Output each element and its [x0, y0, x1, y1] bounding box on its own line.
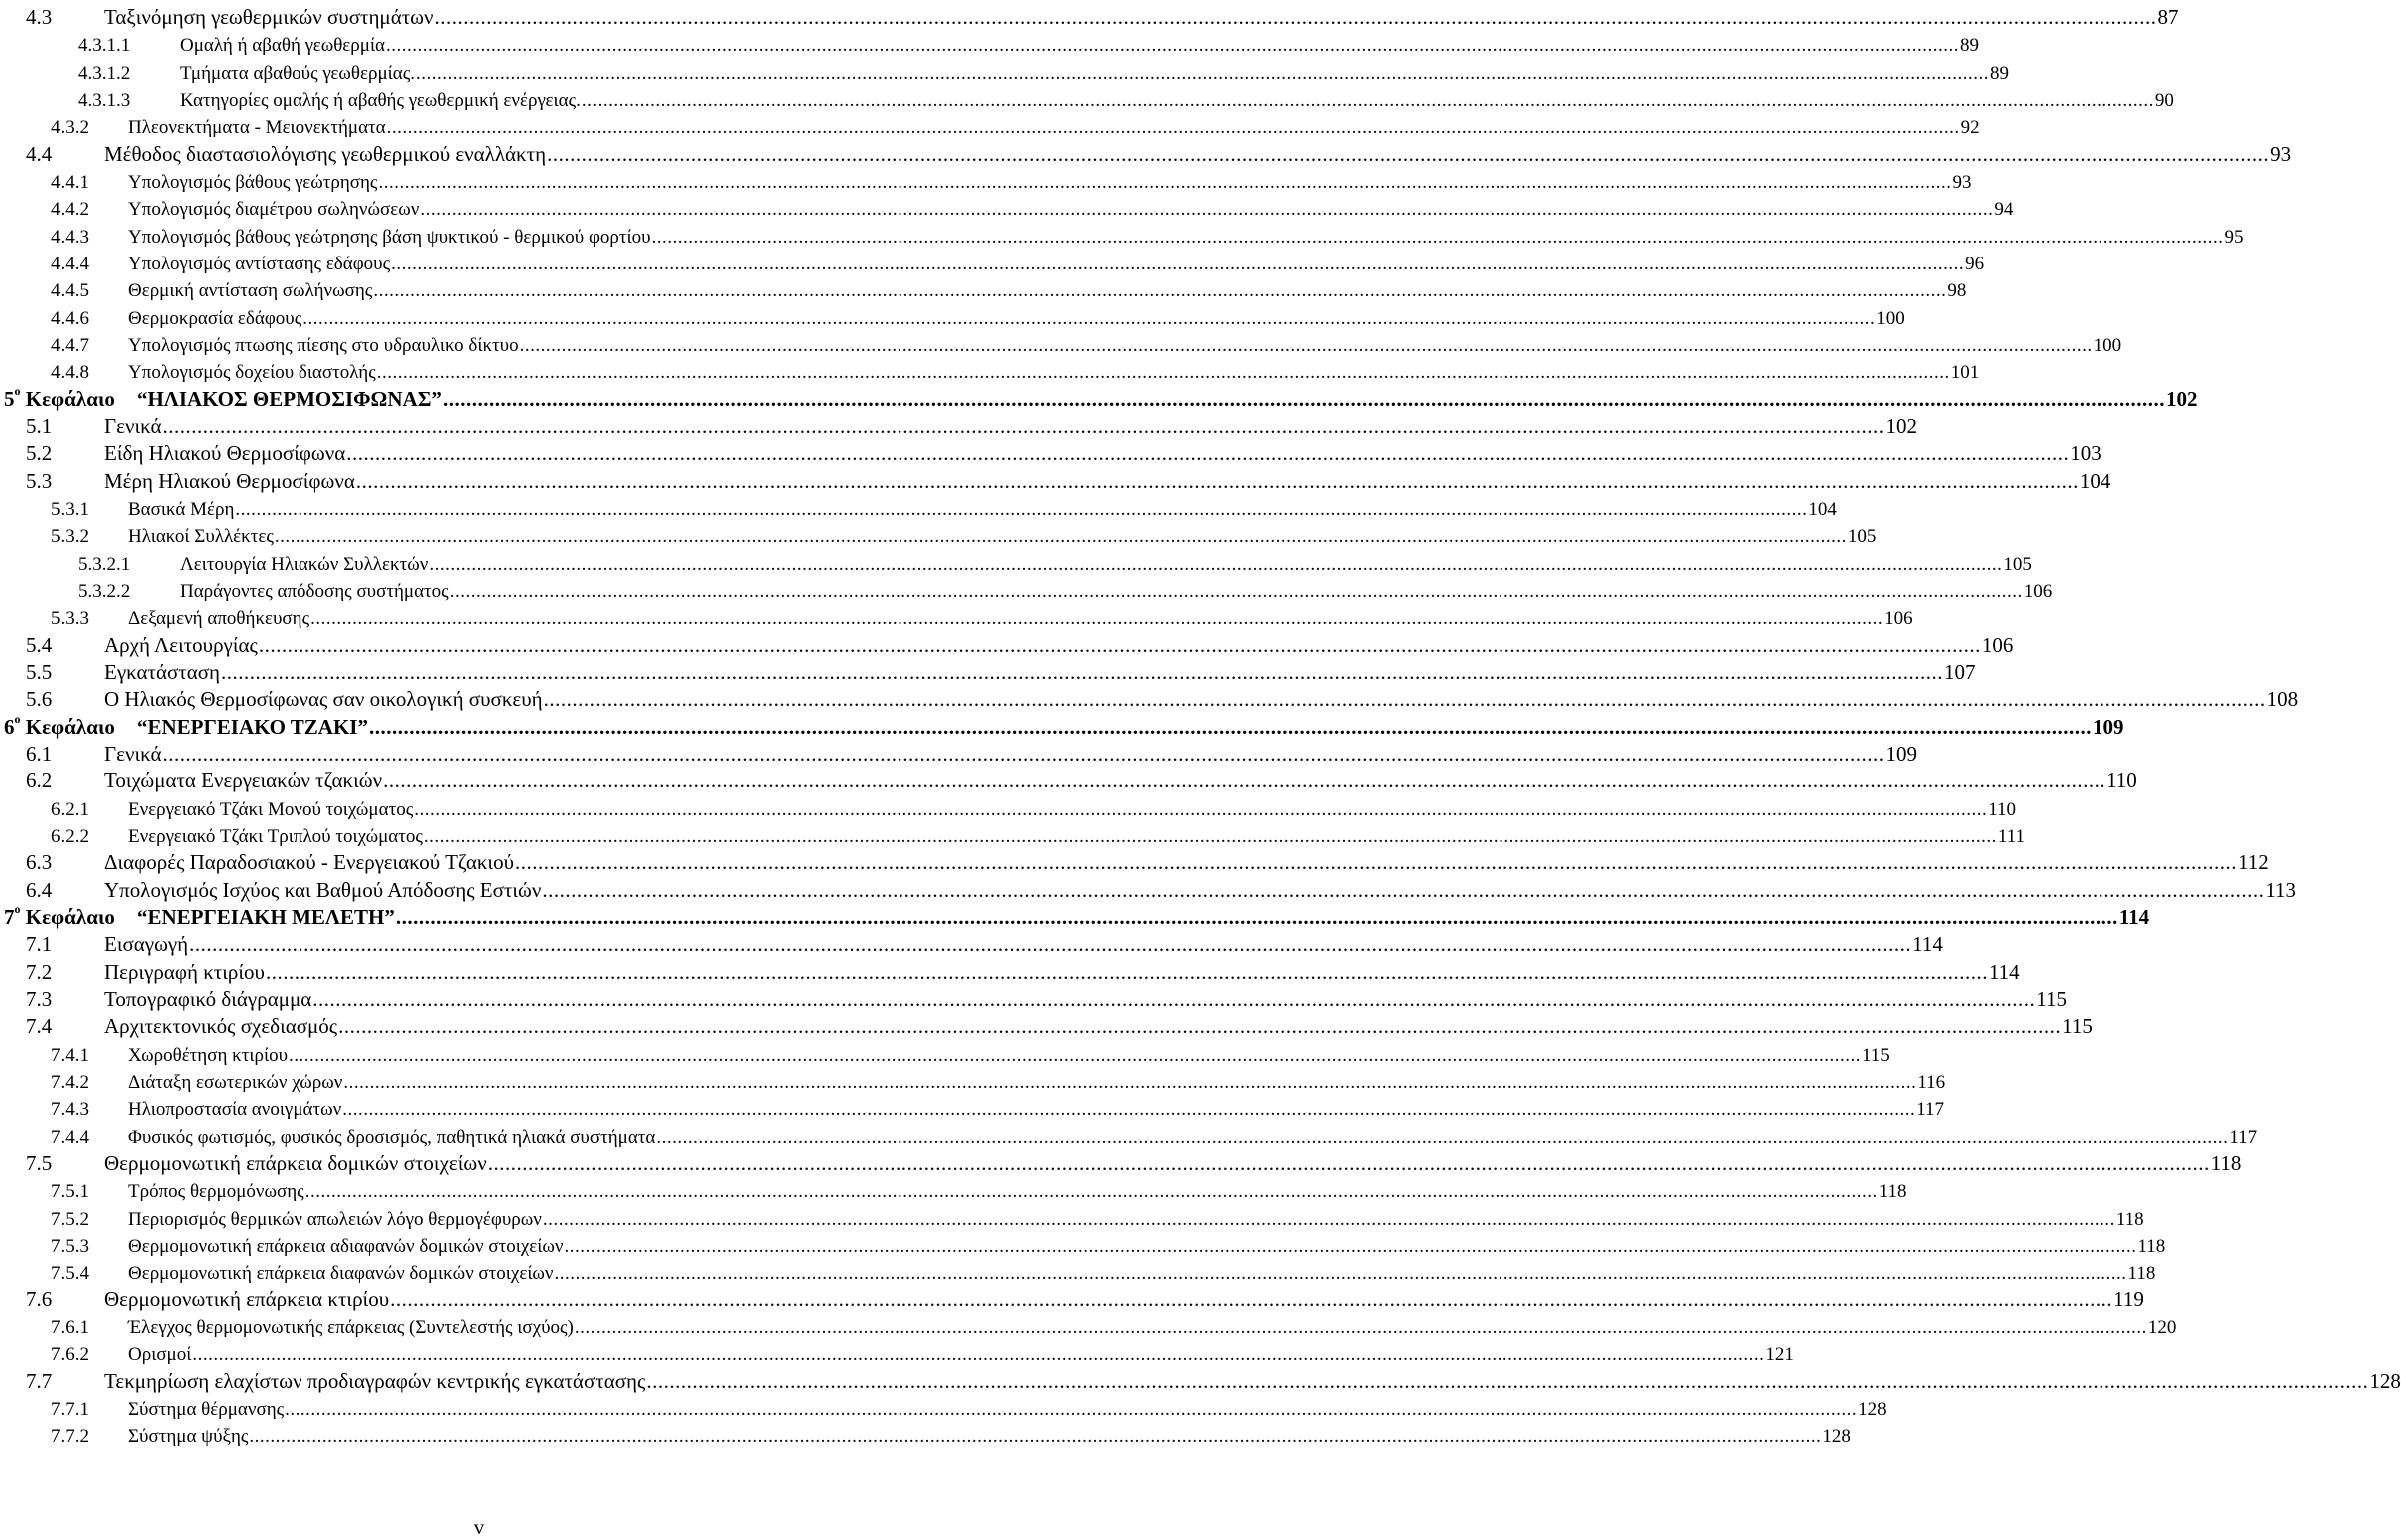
- toc-leader-dots: ............................................................................................................................................................................................................................................................................................................: [162, 413, 1885, 438]
- toc-page-number: 114: [2118, 904, 2150, 929]
- toc-entry[interactable]: [0, 412, 1918, 439]
- toc-section-number: 6.2: [26, 769, 53, 793]
- toc-section-number: 5.4: [26, 632, 53, 657]
- toc-page-number: 92: [1960, 117, 1980, 139]
- toc-entry[interactable]: [0, 58, 2010, 85]
- toc-section-title: Διαφορές Παραδοσιακού - Ενεργειακού Τζακιού: [104, 850, 514, 875]
- toc-entry[interactable]: [0, 330, 2122, 357]
- toc-page-number: 115: [2036, 986, 2067, 1011]
- toc-entry[interactable]: [0, 222, 2244, 249]
- toc-entry[interactable]: [0, 740, 1918, 767]
- toc-section-number: 7.4: [26, 1014, 53, 1039]
- toc-section-title: Είδη Ηλιακού Θερμοσίφωνα: [104, 441, 346, 466]
- toc-section-number: 7.5: [26, 1150, 53, 1175]
- toc-entry[interactable]: [0, 1122, 2258, 1149]
- toc-leader-dots: ............................................................................................................................................................................................................................................................................................................: [514, 850, 2237, 875]
- toc-entry[interactable]: [0, 631, 2014, 658]
- toc-leader-dots: ............................................................................................................................................................................................................................................................................................................: [343, 1071, 1917, 1093]
- toc-leader-dots: ............................................................................................................................................................................................................................................................................................................: [414, 798, 1988, 820]
- toc-section-number: 4.4.5: [51, 280, 89, 302]
- toc-section-title: Αρχιτεκτονικός σχεδιασμός: [104, 1014, 338, 1039]
- toc-section-title: Μέθοδος διαστασιολόγισης γεωθερμικού εναλλάκτη: [104, 141, 547, 166]
- toc-entry[interactable]: [0, 1149, 2242, 1176]
- toc-page-number: 118: [2137, 1235, 2166, 1257]
- toc-section-title: Βασικά Μέρη: [128, 498, 235, 520]
- toc-page-number: 87: [2157, 5, 2179, 29]
- toc-leader-dots: ............................................................................................................................................................................................................................................................................................................: [519, 334, 2093, 356]
- toc-entry[interactable]: [0, 194, 2014, 221]
- toc-section-number: 7.3: [26, 986, 53, 1011]
- toc-page-number: 94: [1994, 199, 2014, 221]
- toc-page-number: 128: [1822, 1426, 1851, 1448]
- toc-section-number: 5.3.2.2: [78, 580, 131, 602]
- toc-section-number: 7.5.4: [51, 1263, 89, 1284]
- toc-entry[interactable]: [0, 685, 2299, 712]
- toc-page-number: 93: [2270, 141, 2292, 166]
- toc-entry[interactable]: [0, 658, 1976, 685]
- toc-section-number: 4.4.6: [51, 307, 89, 329]
- toc-chapter-number: 5: [4, 386, 15, 411]
- toc-chapter-ordinal: ο: [14, 901, 21, 916]
- toc-section-title: Ενεργειακό Τζάκι Τριπλού τοιχώματος: [128, 825, 423, 847]
- toc-chapter-label: Κεφάλαιο: [25, 714, 115, 739]
- toc-entry[interactable]: [0, 3, 2179, 30]
- toc-leader-dots: ............................................................................................................................................................................................................................................................................................................: [386, 35, 1960, 57]
- toc-leader-dots: ............................................................................................................................................................................................................................................................................................................: [420, 199, 1994, 221]
- toc-section-number: 5.1: [26, 413, 53, 438]
- toc-section-number: 6.2.2: [51, 825, 89, 847]
- toc-entry[interactable]: [0, 576, 2053, 603]
- toc-page-number: 114: [1988, 959, 2020, 984]
- toc-section-title: Φυσικός φωτισμός, φυσικός δροσισμός, παθητικά ηλιακά συστήματα: [128, 1126, 656, 1148]
- toc-section-title: Ενεργειακό Τζάκι Μονού τοιχώματος: [128, 798, 414, 820]
- toc-leader-dots: ............................................................................................................................................................................................................................................................................................................: [656, 1126, 2229, 1148]
- toc-section-title: Τμήματα αβαθούς γεωθερμίας.: [180, 62, 416, 84]
- toc-leader-dots: ............................................................................................................................................................................................................................................................................................................: [542, 877, 2265, 902]
- toc-entry[interactable]: [0, 140, 2292, 167]
- toc-chapter-number: 6: [4, 714, 15, 739]
- toc-entry[interactable]: [0, 930, 1943, 957]
- toc-entry[interactable]: [0, 603, 1913, 630]
- toc-chapter-heading: “ΕΝΕΡΓΕΙΑΚΗ ΜΕΛΕΤΗ”: [136, 904, 395, 929]
- toc-leader-dots: ............................................................................................................................................................................................................................................................................................................: [646, 1368, 2369, 1393]
- toc-leader-dots: ............................................................................................................................................................................................................................................................................................................: [542, 1208, 2115, 1230]
- toc-page-number: 103: [2070, 441, 2101, 466]
- toc-section-number: 4.4.3: [51, 226, 89, 248]
- toc-section-title: Περιορισμός θερμικών απωλειών λόγο θερμογέφυρων: [128, 1208, 542, 1230]
- toc-chapter-number: 7: [4, 904, 15, 929]
- toc-section-title: Θερμική αντίσταση σωλήνωσης: [128, 280, 373, 302]
- toc-page-number: 104: [2079, 468, 2111, 493]
- toc-leader-dots: ............................................................................................................................................................................................................................................................................................................: [487, 1150, 2210, 1175]
- toc-section-number: 6.1: [26, 741, 53, 766]
- toc-entry[interactable]: [0, 1285, 2144, 1312]
- toc-section-number: 6.4: [26, 877, 53, 902]
- toc-leader-dots: ............................................................................................................................................................................................................................................................................................................: [274, 526, 1847, 548]
- toc-entry[interactable]: [0, 357, 1980, 384]
- toc-leader-dots: ............................................................................................................................................................................................................................................................................................................: [285, 1398, 1858, 1420]
- toc-page-number: 119: [2113, 1286, 2144, 1311]
- toc-page-number: 93: [1952, 171, 1972, 193]
- toc-leader-dots: ............................................................................................................................................................................................................................................................................................................: [162, 741, 1885, 766]
- toc-entry[interactable]: [0, 303, 1905, 330]
- toc-leader-dots: ............................................................................................................................................................................................................................................................................................................: [383, 769, 2106, 793]
- toc-leader-dots: ............................................................................................................................................................................................................................................................................................................: [547, 141, 2270, 166]
- toc-page-number: 106: [2023, 580, 2053, 602]
- toc-section-number: 4.4.4: [51, 253, 89, 274]
- toc-page-number: 102: [1885, 413, 1918, 438]
- toc-leader-dots: ............................................................................................................................................................................................................................................................................................................: [310, 608, 1884, 630]
- toc-page-number: 117: [1916, 1099, 1945, 1121]
- toc-page-number: 109: [2092, 714, 2124, 739]
- toc-entry[interactable]: [0, 112, 1980, 139]
- toc-leader-dots: ............................................................................................................................................................................................................................................................................................................: [235, 498, 1808, 520]
- toc-page-number: 106: [1884, 608, 1913, 630]
- toc-chapter-ordinal: ο: [14, 711, 21, 726]
- toc-section-title: Υπολογισμός βάθους γεώτρησης βάση ψυκτικού - θερμικού φορτίου: [128, 226, 651, 248]
- toc-leader-dots: ............................................................................................................................................................................................................................................................................................................: [581, 89, 2154, 111]
- toc-section-number: 5.3: [26, 468, 53, 493]
- toc-leader-dots: ............................................................................................................................................................................................................................................................................................................: [376, 362, 1950, 384]
- toc-section-number: 6.2.1: [51, 798, 89, 820]
- toc-entry[interactable]: [0, 1231, 2166, 1258]
- toc-section-title: Τεκμηρίωση ελαχίστων προδιαγραφών κεντρικής εγκατάστασης: [104, 1368, 646, 1393]
- toc-entry[interactable]: [0, 794, 2017, 821]
- toc-leader-dots: ............................................................................................................................................................................................................................................................................................................: [221, 659, 1944, 684]
- toc-section-title: Χωροθέτηση κτιρίου: [128, 1044, 288, 1066]
- toc-section-title: Διάταξη εσωτερικών χώρων: [128, 1071, 343, 1093]
- toc-leader-dots: ............................................................................................................................................................................................................................................................................................................: [416, 62, 1990, 84]
- toc-section-number: 5.6: [26, 687, 53, 712]
- toc-entry[interactable]: [0, 1367, 2401, 1394]
- toc-page-number: 98: [1947, 280, 1967, 302]
- toc-section-number: 5.3.2: [51, 526, 89, 548]
- toc-section-number: 4.3.1.1: [78, 35, 131, 57]
- toc-chapter-label: Κεφάλαιο: [25, 386, 115, 411]
- toc-chapter-ordinal: ο: [14, 383, 21, 398]
- toc-section-title: Υπολογισμός διαμέτρου σωληνώσεων: [128, 199, 420, 221]
- toc-section-number: 7.6: [26, 1286, 53, 1311]
- toc-leader-dots: ............................................................................................................................................................................................................................................................................................................: [395, 904, 2118, 929]
- toc-chapter-title: [4, 901, 395, 930]
- toc-section-title: Περιγραφή κτιρίου: [104, 959, 265, 984]
- toc-page-number: 118: [2115, 1208, 2144, 1230]
- toc-section-title: Αρχή Λειτουργίας: [104, 632, 258, 657]
- toc-leader-dots: ............................................................................................................................................................................................................................................................................................................: [346, 441, 2070, 466]
- toc-entry[interactable]: [0, 85, 2174, 112]
- toc-entry[interactable]: [0, 467, 2111, 494]
- toc-section-title: Παράγοντες απόδοσης συστήματος: [180, 580, 449, 602]
- toc-entry[interactable]: [0, 848, 2269, 875]
- toc-entry[interactable]: [0, 958, 2020, 985]
- toc-leader-dots: ............................................................................................................................................................................................................................................................................................................: [651, 226, 2224, 248]
- toc-section-title: Ορισμοί: [128, 1344, 192, 1366]
- toc-page-number: 115: [1862, 1044, 1890, 1066]
- toc-section-number: 7.2: [26, 959, 53, 984]
- toc-leader-dots: ............................................................................................................................................................................................................................................................................................................: [429, 553, 2003, 575]
- toc-page-number: 105: [1847, 526, 1877, 548]
- toc-leader-dots: ............................................................................................................................................................................................................................................................................................................: [423, 825, 1997, 847]
- toc-section-number: 7.4.2: [51, 1071, 89, 1093]
- toc-section-number: 4.4.8: [51, 362, 89, 384]
- toc-section-number: 7.1: [26, 932, 53, 957]
- toc-section-title: Υπολογισμός δοχείου διαστολής: [128, 362, 376, 384]
- toc-leader-dots: ............................................................................................................................................................................................................................................................................................................: [386, 117, 1960, 139]
- toc-page-number: 117: [2229, 1126, 2258, 1148]
- toc-section-title: Εγκατάσταση: [104, 659, 221, 684]
- toc-section-title: Τοπογραφικό διάγραμμα: [104, 986, 312, 1011]
- toc-section-title: Γενικά: [104, 741, 162, 766]
- toc-section-number: 4.3.2: [51, 117, 89, 139]
- toc-section-title: Κατηγορίες ομαλής ή αβαθής γεωθερμική ενέργειας.: [180, 89, 581, 111]
- toc-leader-dots: ............................................................................................................................................................................................................................................................................................................: [265, 959, 1988, 984]
- toc-section-title: Δεξαμενή αποθήκευσης: [128, 608, 310, 630]
- toc-entry[interactable]: [0, 494, 1837, 521]
- toc-page-number: 95: [2224, 226, 2244, 248]
- toc-page-number: 112: [2237, 850, 2269, 875]
- toc-section-title: Υπολογισμός Ισχύος και Βαθμού Απόδοσης Εστιών: [104, 877, 542, 902]
- toc-page-number: 113: [2265, 877, 2297, 902]
- toc-section-title: Ομαλή ή αβαθή γεωθερμία: [180, 35, 386, 57]
- toc-section-number: 4.4: [26, 141, 53, 166]
- toc-leader-dots: ............................................................................................................................................................................................................................................................................................................: [574, 1316, 2147, 1338]
- toc-entry[interactable]: [0, 275, 1967, 302]
- toc-leader-dots: ............................................................................................................................................................................................................................................................................................................: [342, 1099, 1916, 1121]
- toc-section-number: 4.3: [26, 5, 53, 29]
- toc-leader-dots: ............................................................................................................................................................................................................................................................................................................: [378, 171, 1952, 193]
- toc-page-number: 114: [1912, 932, 1943, 957]
- toc-section-title: Θερμοκρασία εδάφους: [128, 307, 302, 329]
- toc-leader-dots: ............................................................................................................................................................................................................................................................................................................: [373, 280, 1947, 302]
- toc-leader-dots: ............................................................................................................................................................................................................................................................................................................: [449, 580, 2023, 602]
- toc-section-title: Μέρη Ηλιακού Θερμοσίφωνα: [104, 468, 355, 493]
- toc-entry[interactable]: [0, 876, 2297, 903]
- toc-leader-dots: ............................................................................................................................................................................................................................................................................................................: [302, 307, 1876, 329]
- toc-chapter-heading: “ΗΛΙΑΚΟΣ ΘΕΡΜΟΣΙΦΩΝΑΣ”: [136, 386, 442, 411]
- toc-chapter-label: Κεφάλαιο: [25, 904, 115, 929]
- toc-section-number: 7.6.2: [51, 1344, 89, 1366]
- toc-section-title: Θερμομονωτική επάρκεια κτιρίου: [104, 1286, 390, 1311]
- toc-section-title: Σύστημα θέρμανσης: [128, 1398, 285, 1420]
- toc-section-number: 4.4.1: [51, 171, 89, 193]
- toc-page-number: 101: [1950, 362, 1980, 384]
- toc-entry[interactable]: [0, 1421, 1851, 1448]
- toc-entry[interactable]: [0, 1094, 1945, 1121]
- toc-leader-dots: ............................................................................................................................................................................................................................................................................................................: [258, 632, 1981, 657]
- toc-entry[interactable]: [0, 30, 1980, 57]
- toc-section-number: 7.5.2: [51, 1208, 89, 1230]
- toc-section-title: Ταξινόμηση γεωθερμικών συστημάτων: [104, 5, 434, 29]
- toc-page-number: 115: [2062, 1014, 2093, 1039]
- toc-section-title: Θερμομονωτική επάρκεια αδιαφανών δομικών στοιχείων: [128, 1235, 564, 1257]
- toc-chapter-title: [4, 383, 442, 412]
- toc-entry[interactable]: [0, 167, 1972, 194]
- toc-page-number: 105: [2003, 553, 2032, 575]
- toc-section-title: Ηλιοπροστασία ανοιγμάτων: [128, 1099, 342, 1121]
- toc-page-number: 100: [2093, 334, 2122, 356]
- toc-section-title: Υπολογισμός βάθους γεώτρησης: [128, 171, 378, 193]
- toc-leader-dots: ............................................................................................................................................................................................................................................................................................................: [391, 253, 1965, 274]
- toc-chapter-entry[interactable]: [0, 383, 2198, 412]
- toc-section-number: 4.4.2: [51, 199, 89, 221]
- toc-section-number: 7.4.1: [51, 1044, 89, 1066]
- toc-section-number: 6.3: [26, 850, 53, 875]
- toc-entry[interactable]: [0, 1312, 2177, 1339]
- toc-entry[interactable]: [0, 549, 2032, 576]
- toc-page-number: 110: [1988, 798, 2017, 820]
- toc-page-number: 116: [1917, 1071, 1946, 1093]
- toc-entry[interactable]: [0, 249, 1985, 275]
- toc-page-number: 106: [1981, 632, 2014, 657]
- toc-section-title: Θερμομονωτική επάρκεια δομικών στοιχείων: [104, 1150, 487, 1175]
- toc-page-number: 128: [1858, 1398, 1887, 1420]
- toc-leader-dots: ............................................................................................................................................................................................................................................................................................................: [434, 5, 2157, 29]
- toc-chapter-heading: “ΕΝΕΡΓΕΙΑΚΟ ΤΖΑΚΙ”: [136, 714, 368, 739]
- toc-section-title: Σύστημα ψύξης: [128, 1426, 249, 1448]
- toc-section-number: 4.3.1.3: [78, 89, 131, 111]
- toc-page-number: 111: [1997, 825, 2025, 847]
- toc-page-number: 118: [1878, 1181, 1907, 1203]
- toc-leader-dots: ............................................................................................................................................................................................................................................................................................................: [338, 1014, 2062, 1039]
- page-number: v: [473, 1515, 485, 1539]
- toc-page-number: 109: [1885, 741, 1918, 766]
- toc-entry[interactable]: [0, 821, 2025, 848]
- toc-section-title: Ηλιακοί Συλλέκτες: [128, 526, 274, 548]
- toc-leader-dots: ............................................................................................................................................................................................................................................................................................................: [249, 1426, 1822, 1448]
- toc-chapter-entry[interactable]: [0, 711, 2124, 740]
- toc-leader-dots: ............................................................................................................................................................................................................................................................................................................: [189, 932, 1912, 957]
- toc-section-title: Λειτουργία Ηλιακών Συλλεκτών: [180, 553, 429, 575]
- toc-section-title: Θερμομονωτική επάρκεια διαφανών δομικών στοιχείων: [128, 1263, 554, 1284]
- toc-page-number: 120: [2147, 1316, 2177, 1338]
- toc-page-number: 118: [2127, 1263, 2156, 1284]
- toc-entry[interactable]: [0, 985, 2067, 1012]
- toc-entry[interactable]: [0, 1040, 1890, 1067]
- toc-section-number: 5.5: [26, 659, 53, 684]
- toc-entry[interactable]: [0, 767, 2137, 793]
- toc-section-number: 5.3.2.1: [78, 553, 131, 575]
- toc-section-number: 7.4.4: [51, 1126, 89, 1148]
- toc-entry[interactable]: [0, 439, 2101, 466]
- toc-page-number: 90: [2154, 89, 2174, 111]
- toc-leader-dots: ............................................................................................................................................................................................................................................................................................................: [442, 386, 2165, 411]
- toc-page-number: 100: [1876, 307, 1905, 329]
- toc-entry[interactable]: [0, 1012, 2093, 1039]
- toc-entry[interactable]: [0, 1067, 1946, 1094]
- toc-page-number: 118: [2210, 1150, 2242, 1175]
- toc-section-title: Τοιχώματα Ενεργειακών τζακιών: [104, 769, 383, 793]
- toc-entry[interactable]: [0, 1176, 1907, 1203]
- toc-chapter-entry[interactable]: [0, 901, 2150, 930]
- toc-page-number: 121: [1765, 1344, 1794, 1366]
- toc-entry[interactable]: [0, 1204, 2144, 1231]
- toc-leader-dots: ............................................................................................................................................................................................................................................................................................................: [312, 986, 2036, 1011]
- toc-section-title: Πλεονεκτήματα - Μειονεκτήματα: [128, 117, 386, 139]
- toc-section-number: 7.7.1: [51, 1398, 89, 1420]
- toc-leader-dots: ............................................................................................................................................................................................................................................................................................................: [192, 1344, 1765, 1366]
- toc-entry[interactable]: [0, 1339, 1794, 1366]
- toc-section-number: 7.7: [26, 1368, 53, 1393]
- toc-leader-dots: ............................................................................................................................................................................................................................................................................................................: [390, 1286, 2113, 1311]
- toc-section-title: Γενικά: [104, 413, 162, 438]
- toc-section-number: 7.6.1: [51, 1316, 89, 1338]
- toc-section-title: Τρόπος θερμομόνωσης: [128, 1181, 304, 1203]
- toc-page-number: 128: [2369, 1368, 2401, 1393]
- toc-leader-dots: ............................................................................................................................................................................................................................................................................................................: [355, 468, 2079, 493]
- toc-section-title: Ο Ηλιακός Θερμοσίφωνας σαν οικολογική συσκευή: [104, 687, 543, 712]
- toc-chapter-title: [4, 711, 368, 740]
- toc-page-number: 89: [1990, 62, 2010, 84]
- toc-page-number: 96: [1965, 253, 1985, 274]
- toc-section-number: 7.5.1: [51, 1181, 89, 1203]
- toc-page-number: 89: [1960, 35, 1980, 57]
- toc-page-number: 108: [2266, 687, 2299, 712]
- toc-section-title: Έλεγχος θερμομονωτικής επάρκειας (Συντελεστής ισχύος): [128, 1316, 574, 1338]
- toc-leader-dots: ............................................................................................................................................................................................................................................................................................................: [289, 1044, 1861, 1066]
- toc-leader-dots: ............................................................................................................................................................................................................................................................................................................: [554, 1263, 2127, 1284]
- toc-section-number: 5.3.1: [51, 498, 89, 520]
- toc-leader-dots: ............................................................................................................................................................................................................................................................................................................: [368, 714, 2092, 739]
- toc-section-title: Υπολογισμός πτωσης πίεσης στο υδραυλικο δίκτυο: [128, 334, 519, 356]
- toc-section-title: Υπολογισμός αντίστασης εδάφους: [128, 253, 391, 274]
- toc-section-number: 5.3.3: [51, 608, 89, 630]
- toc-section-number: 4.4.7: [51, 334, 89, 356]
- toc-section-number: 7.4.3: [51, 1099, 89, 1121]
- toc-section-number: 7.7.2: [51, 1426, 89, 1448]
- toc-entry[interactable]: [0, 521, 1877, 548]
- toc-page-number: 104: [1808, 498, 1837, 520]
- toc-entry[interactable]: [0, 1258, 2156, 1284]
- toc-section-number: 5.2: [26, 441, 53, 466]
- toc-leader-dots: ............................................................................................................................................................................................................................................................................................................: [564, 1235, 2137, 1257]
- toc-leader-dots: ............................................................................................................................................................................................................................................................................................................: [304, 1181, 1878, 1203]
- toc-section-title: Εισαγωγή: [104, 932, 189, 957]
- toc-page-number: 110: [2106, 769, 2137, 793]
- toc-entry[interactable]: [0, 1394, 1887, 1421]
- toc-section-number: 4.3.1.2: [78, 62, 131, 84]
- toc-page-number: 107: [1944, 659, 1976, 684]
- toc-page-number: 102: [2165, 386, 2198, 411]
- toc-section-number: 7.5.3: [51, 1235, 89, 1257]
- toc-leader-dots: ............................................................................................................................................................................................................................................................................................................: [543, 687, 2266, 712]
